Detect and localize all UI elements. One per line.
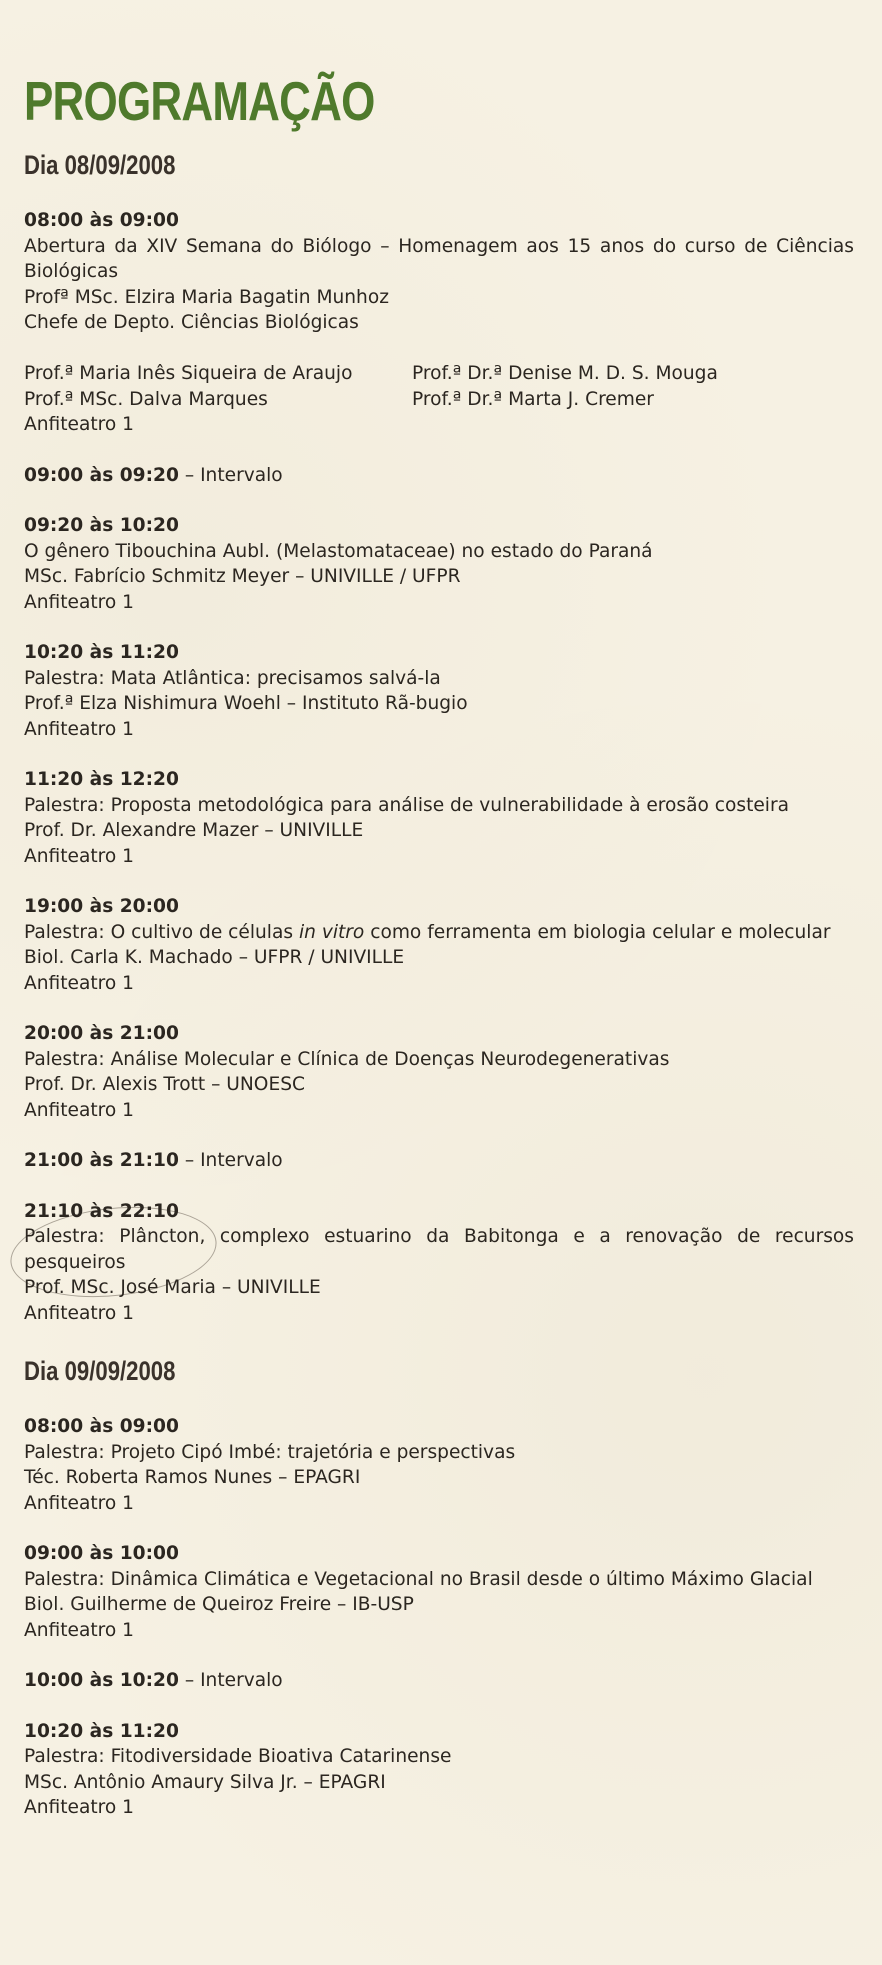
event-role: Chefe de Depto. Ciências Biológicas	[24, 312, 359, 333]
event-location: Anfiteatro 1	[24, 972, 134, 994]
guest-row	[24, 387, 854, 413]
interval-label: – Intervalo	[184, 1150, 283, 1171]
event-time: 08:00 às 09:00	[24, 1416, 179, 1437]
event-time: 19:00 às 20:00	[24, 896, 179, 917]
event-speaker: MSc. Fabrício Schmitz Meyer – UNIVILLE / UFPR	[24, 566, 461, 587]
event-location: Anfiteatro 1	[24, 591, 134, 613]
event-description	[24, 920, 854, 946]
guest-name: Prof.ª MSc. Dalva Marques	[24, 388, 268, 410]
event-description: Palestra: Plâncton, complexo estuarino da Babitonga e a renovação de recursos pesqueiros	[24, 1226, 854, 1273]
event	[24, 767, 854, 869]
event-description-part: Palestra: O cultivo de células	[24, 921, 299, 943]
interval-label: – Intervalo	[184, 1670, 283, 1691]
event-time: 21:10 às 22:10	[24, 1200, 179, 1222]
event	[24, 1719, 854, 1821]
guest-row	[24, 361, 854, 387]
interval-time: 09:00 às 09:20	[24, 464, 179, 486]
event-location: Anfiteatro 1	[24, 1302, 134, 1324]
event-description: Palestra: Dinâmica Climática e Vegetacional no Brasil desde o último Máximo Glacial	[24, 1568, 813, 1590]
event-location: Anfiteatro 1	[24, 1099, 134, 1121]
interval	[24, 1148, 854, 1174]
event-description: Palestra: Proposta metodológica para análise de vulnerabilidade à erosão costeira	[24, 794, 790, 816]
event-time: 08:00 às 09:00	[24, 210, 179, 231]
interval	[24, 463, 854, 489]
event-description-part: como ferramenta em biologia celular e molecular	[364, 921, 831, 943]
event-time: 20:00 às 21:00	[24, 1023, 179, 1044]
event-time: 11:20 às 12:20	[24, 769, 179, 790]
event-time: 10:20 às 11:20	[24, 1720, 179, 1742]
event-location: Anfiteatro 1	[24, 718, 134, 740]
event-speaker: Prof. Dr. Alexandre Mazer – UNIVILLE	[24, 820, 364, 841]
event-description: Abertura da XIV Semana do Biólogo – Homenagem aos 15 anos do curso de Ciências Biológicas	[24, 235, 854, 282]
event-speaker: Prof. Dr. Alexis Trott – UNOESC	[24, 1074, 305, 1095]
guest-name: Prof.ª Dr.ª Denise M. D. S. Mouga	[412, 363, 718, 384]
event-location: Anfiteatro 1	[24, 1492, 134, 1514]
event	[24, 1414, 854, 1516]
page-title: PROGRAMAÇÃO	[24, 70, 375, 132]
event-location: Anfiteatro 1	[24, 1797, 134, 1818]
interval-label: – Intervalo	[184, 464, 283, 486]
event-location: Anfiteatro 1	[24, 845, 134, 867]
event-description: Palestra: Fitodiversidade Bioativa Catarinense	[24, 1746, 452, 1767]
event-description-italic: in vitro	[298, 921, 365, 943]
event-time: 09:20 às 10:20	[24, 515, 179, 536]
event-description: Palestra: Análise Molecular e Clínica de Doenças Neurodegenerativas	[24, 1048, 670, 1070]
event	[24, 1541, 854, 1643]
event-time: 10:20 às 11:20	[24, 642, 179, 663]
event-time: 09:00 às 10:00	[24, 1543, 179, 1564]
day-heading-2: Dia 09/09/2008	[24, 1356, 176, 1386]
event	[24, 640, 854, 742]
event-speaker: Téc. Roberta Ramos Nunes – EPAGRI	[24, 1467, 361, 1488]
event-location: Anfiteatro 1	[24, 1619, 134, 1641]
event-description: O gênero Tibouchina Aubl. (Melastomataceae) no estado do Paraná	[24, 540, 653, 562]
program-page	[24, 66, 854, 1846]
event-speaker: Biol. Carla K. Machado – UFPR / UNIVILLE	[24, 947, 405, 968]
event-speaker: Biol. Guilherme de Queiroz Freire – IB-USP	[24, 1594, 414, 1615]
day-heading-1: Dia 08/09/2008	[24, 150, 176, 180]
guest-name: Prof.ª Dr.ª Marta J. Cremer	[412, 388, 654, 410]
event	[24, 1021, 854, 1123]
event-speaker: Prof. MSc. José Maria – UNIVILLE	[24, 1277, 321, 1298]
event	[24, 1199, 854, 1327]
event-speaker: Profª MSc. Elzira Maria Bagatin Munhoz	[24, 286, 389, 308]
event-opening	[24, 208, 854, 438]
event-description: Palestra: Mata Atlântica: precisamos salvá-la	[24, 667, 441, 689]
event-description: Palestra: Projeto Cipó Imbé: trajetória e perspectivas	[24, 1441, 516, 1463]
interval-time: 21:00 às 21:10	[24, 1150, 179, 1171]
event	[24, 894, 854, 996]
event-location: Anfiteatro 1	[24, 414, 134, 435]
guest-name: Prof.ª Maria Inês Siqueira de Araujo	[24, 363, 353, 384]
interval-time: 10:00 às 10:20	[24, 1670, 179, 1691]
event-speaker: Prof.ª Elza Nishimura Woehl – Instituto Rã-bugio	[24, 693, 468, 714]
event-speaker: MSc. Antônio Amaury Silva Jr. – EPAGRI	[24, 1771, 386, 1793]
event	[24, 513, 854, 615]
interval	[24, 1668, 854, 1694]
